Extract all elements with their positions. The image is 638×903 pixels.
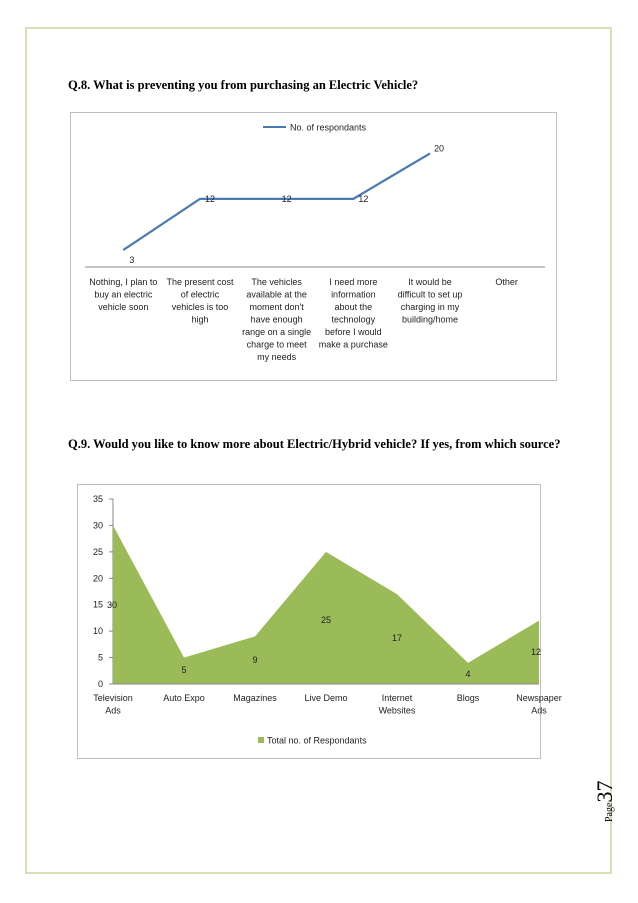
category-label: have enough xyxy=(250,314,303,325)
data-label: 20 xyxy=(434,143,445,154)
legend-swatch xyxy=(258,737,264,743)
legend-label: Total no. of Respondants xyxy=(267,735,367,746)
data-label: 5 xyxy=(181,665,187,675)
data-label: 12 xyxy=(358,193,369,204)
category-label: charge to meet xyxy=(246,339,307,350)
category-label: Newspaper xyxy=(516,693,562,703)
category-label: moment don't xyxy=(249,302,304,312)
category-label: building/home xyxy=(401,314,459,325)
category-label: range on a single xyxy=(242,327,312,337)
category-label: Other xyxy=(495,277,518,287)
category-label: vehicles is too xyxy=(171,302,229,312)
page-number xyxy=(584,770,624,830)
page-number-value: 37 xyxy=(592,780,617,803)
data-label: 17 xyxy=(391,633,403,643)
y-tick-label: 5 xyxy=(97,652,103,663)
category-label: Magazines xyxy=(233,693,277,703)
y-tick-label: 15 xyxy=(92,599,103,610)
category-label: of electric xyxy=(180,289,220,300)
question-8-title: Q.8. What is preventing you from purchasing an Electric Vehicle? xyxy=(68,78,419,92)
category-label: make a purchase xyxy=(318,339,388,350)
page-word: Page xyxy=(604,802,615,822)
chart-sources-area xyxy=(77,484,562,759)
category-label: Ads xyxy=(531,705,547,716)
y-tick-label: 35 xyxy=(92,494,103,504)
category-label: Live Demo xyxy=(304,693,348,703)
y-tick-label: 20 xyxy=(92,573,103,584)
data-line xyxy=(123,153,430,250)
y-tick-label: 0 xyxy=(97,679,103,689)
category-label: difficult to set up xyxy=(397,289,463,300)
category-label: technology xyxy=(331,314,376,325)
category-label: It would be xyxy=(408,277,452,287)
question-9-title: Q.9. Would you like to know more about Electric/Hybrid vehicle? If yes, from which source? xyxy=(68,437,561,451)
category-label: I need more xyxy=(329,277,378,287)
data-label: 25 xyxy=(320,615,332,625)
category-label: high xyxy=(191,314,209,325)
data-area xyxy=(113,525,542,684)
area-chart-svg xyxy=(78,485,562,760)
legend-label: No. of respondants xyxy=(290,122,367,133)
category-label: Auto Expo xyxy=(163,693,205,703)
category-label: Websites xyxy=(378,705,416,716)
category-label: available at the xyxy=(246,289,307,300)
line-chart-svg xyxy=(71,113,558,382)
category-label: before I would xyxy=(325,327,382,337)
category-label: buy an electric xyxy=(94,289,153,300)
data-label: 4 xyxy=(465,669,471,679)
category-label: The vehicles xyxy=(251,277,302,287)
category-label: vehicle soon xyxy=(98,302,149,312)
category-label: Television xyxy=(93,693,133,703)
category-label: charging in my xyxy=(400,302,460,312)
category-label: Blogs xyxy=(456,693,480,703)
chart-barriers-line xyxy=(70,112,557,381)
data-label: 3 xyxy=(129,254,135,265)
category-label: Nothing, I plan to xyxy=(89,277,158,287)
data-label: 12 xyxy=(205,193,216,204)
y-tick-label: 10 xyxy=(92,626,103,637)
category-label: about the xyxy=(334,302,373,312)
data-label: 9 xyxy=(252,655,258,665)
y-tick-label: 25 xyxy=(92,546,103,557)
y-tick-label: 30 xyxy=(92,520,103,531)
category-label: The present cost xyxy=(166,277,234,287)
category-label: Ads xyxy=(105,705,121,716)
data-label: 30 xyxy=(106,600,118,610)
category-label: information xyxy=(331,289,376,300)
category-label: Internet xyxy=(381,693,413,703)
data-label: 12 xyxy=(530,647,542,657)
data-label: 12 xyxy=(281,193,292,204)
category-label: my needs xyxy=(257,352,297,362)
